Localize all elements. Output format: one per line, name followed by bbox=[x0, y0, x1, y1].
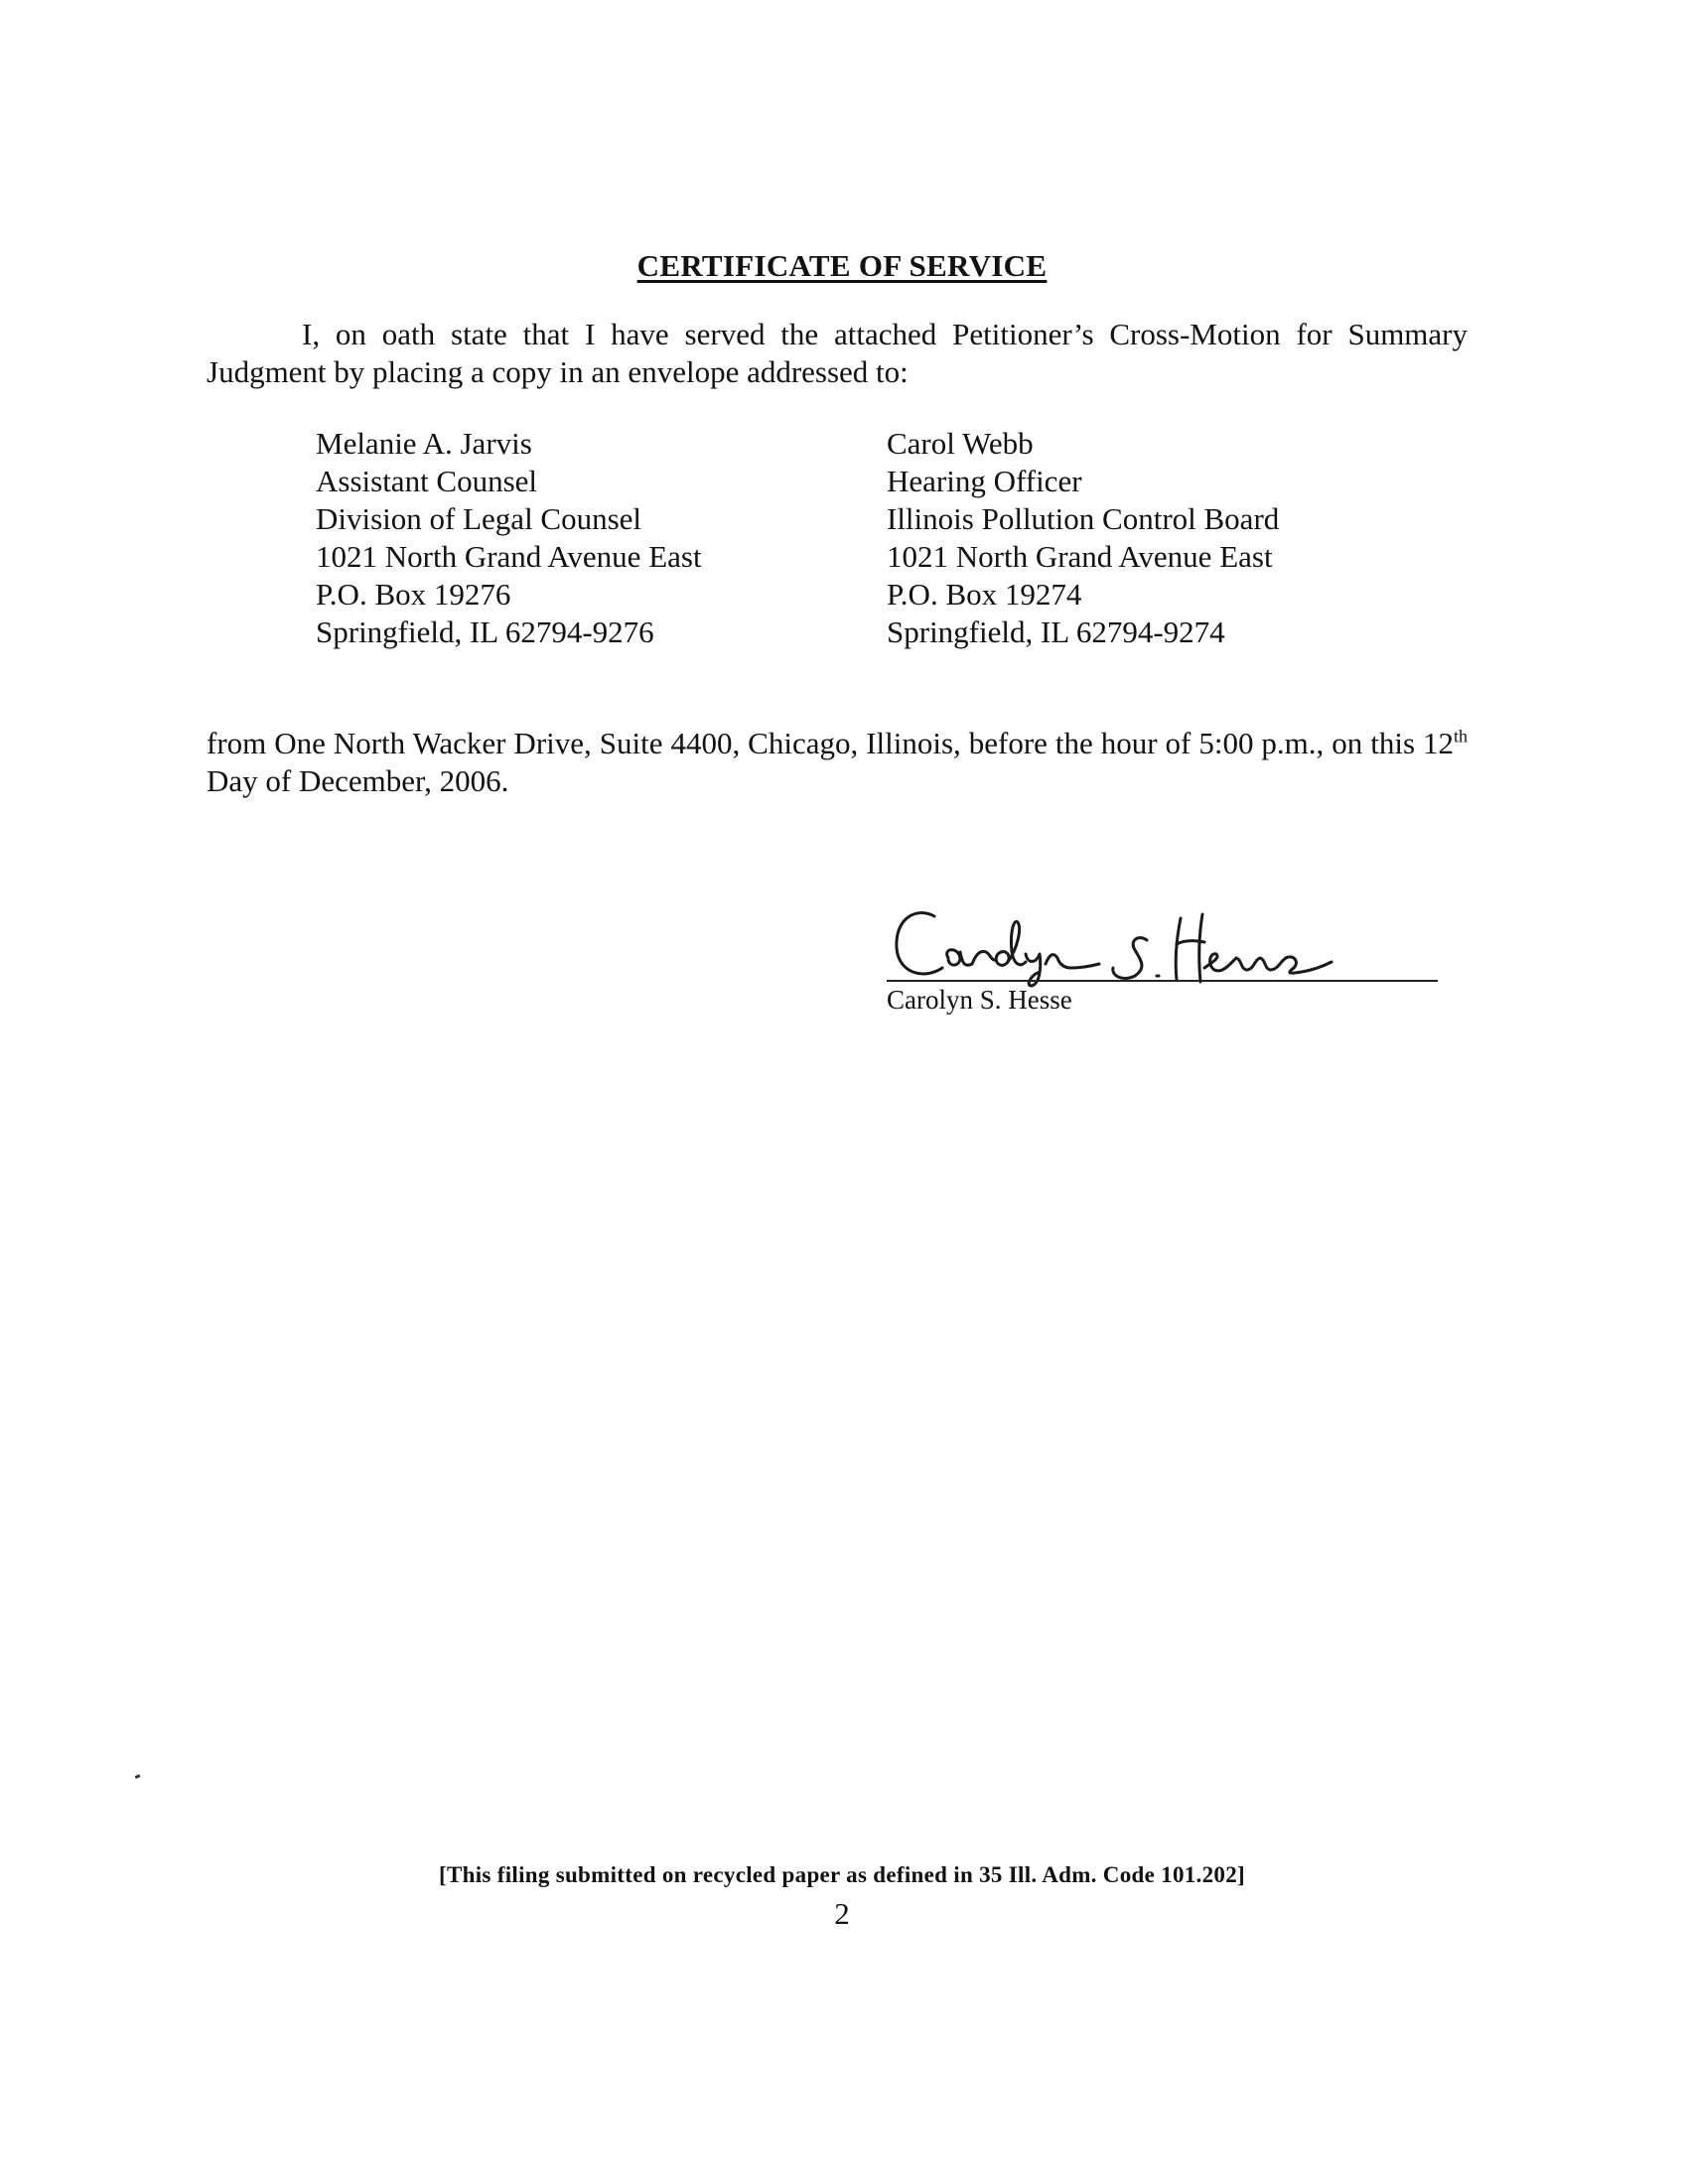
recipient-street: 1021 North Grand Avenue East bbox=[887, 539, 1273, 574]
closing-text: from One North Wacker Drive, Suite 4400, Chicago, Illinois, before the hour of 5:00 p.m., on this 12 bbox=[207, 726, 1454, 760]
recipient-po-box: P.O. Box 19276 bbox=[316, 577, 511, 612]
recipient-po-box: P.O. Box 19274 bbox=[887, 577, 1082, 612]
closing-date-text: Day of December, 2006. bbox=[207, 763, 509, 798]
day-ordinal-suffix: th bbox=[1453, 726, 1468, 747]
recipient-address-right bbox=[887, 425, 1443, 651]
recipient-name: Carol Webb bbox=[887, 426, 1034, 461]
handwritten-signature bbox=[887, 888, 1443, 988]
closing-paragraph bbox=[207, 725, 1468, 800]
recycled-paper-note: [This filing submitted on recycled paper as defined in 35 Ill. Adm. Code 101.202] bbox=[439, 1862, 1245, 1887]
stray-mark bbox=[135, 1774, 141, 1779]
recipient-organization: Illinois Pollution Control Board bbox=[887, 501, 1280, 536]
recipient-title: Hearing Officer bbox=[887, 464, 1082, 498]
recipient-city: Springfield, IL 62794-9274 bbox=[887, 614, 1225, 649]
recipient-name: Melanie A. Jarvis bbox=[316, 426, 532, 461]
document-title: CERTIFICATE OF SERVICE bbox=[636, 248, 1048, 283]
recipient-street: 1021 North Grand Avenue East bbox=[316, 539, 702, 574]
recipient-city: Springfield, IL 62794-9276 bbox=[316, 614, 654, 649]
signer-printed-name: Carolyn S. Hesse bbox=[887, 985, 1072, 1015]
signature-block bbox=[887, 888, 1443, 1018]
page-number: 2 bbox=[834, 1896, 850, 1931]
signature-line bbox=[887, 980, 1438, 982]
recipient-address-left bbox=[316, 425, 832, 651]
intro-paragraph: I, on oath state that I have served the attached Petitioner’s Cross-Motion for Summary Judgment by placing a copy in an envelope addressed to: bbox=[207, 317, 1468, 389]
recipient-division: Division of Legal Counsel bbox=[316, 501, 642, 536]
recipient-title: Assistant Counsel bbox=[316, 464, 538, 498]
